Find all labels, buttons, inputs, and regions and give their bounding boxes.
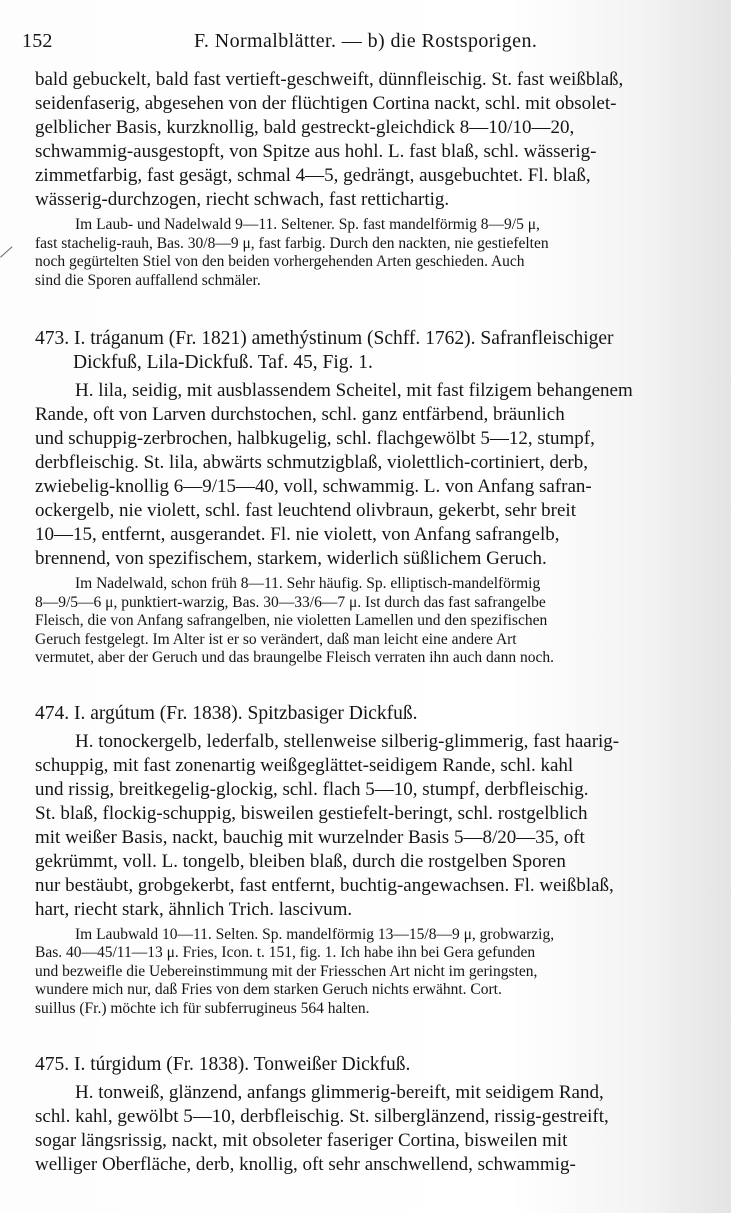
text-line: H. tonockergelb, lederfalb, stellenweise silberig-glimmerig, fast haarig- xyxy=(75,730,620,752)
text-line: Rande, oft von Larven durchstochen, schl. ganz entfärbend, bräunlich xyxy=(35,404,565,425)
text-line: hart, riecht stark, ähnlich Trich. lascivum. xyxy=(35,898,353,920)
text-line: und schuppig-zerbrochen, halbkugelig, schl. flachgewölbt 5—12, stumpf, xyxy=(35,428,595,449)
page-header xyxy=(22,30,712,60)
text-line: nur bestäubt, grobgekerbt, fast entfernt, buchtig-angewachsen. Fl. weißblaß, xyxy=(35,874,614,896)
text-line: und rissig, breitkegelig-glockig, schl. flach 5—10, stumpf, derbfleischig. xyxy=(35,778,589,800)
note-line: Geruch festgelegt. Im Alter ist er so verändert, daß man leicht eine andere Art xyxy=(35,630,517,648)
text-line: brennend, von spezifischem, starkem, widerlich süßlichem Geruch. xyxy=(35,548,547,569)
entry-title: I. túrgidum (Fr. 1838). Tonweißer Dickfuß. xyxy=(74,1054,411,1075)
entry-number: 475. xyxy=(35,1054,70,1075)
continuation-entry xyxy=(35,68,703,290)
species-entry-475 xyxy=(35,1053,703,1177)
note-line: und bezweifle die Uebereinstimmung mit der Friesschen Art nicht im geringsten, xyxy=(35,962,538,980)
text-line: 10—15, entfernt, ausgerandet. Fl. nie violett, von Anfang safrangelb, xyxy=(35,524,560,545)
entry-heading xyxy=(35,1053,703,1077)
species-entry-474 xyxy=(35,702,703,1019)
note-line: sind die Sporen auffallend schmäler. xyxy=(35,271,261,289)
running-head: F. Normalblätter. — b) die Rostsporigen. xyxy=(194,30,538,52)
entry-description xyxy=(35,730,703,922)
entry-heading xyxy=(35,327,703,375)
text-line: gelblicher Basis, kurzknollig, bald gestreckt-gleichdick 8—10/10—20, xyxy=(35,117,575,138)
text-line: schl. kahl, gewölbt 5—10, derbfleischig. St. silberglänzend, rissig-gestreift, xyxy=(35,1106,609,1127)
note-line: vermutet, aber der Geruch und das braungelbe Fleisch verraten ihn auch dann noch. xyxy=(35,649,555,666)
entry-description xyxy=(35,1081,703,1177)
text-line: gekrümmt, voll. L. tongelb, bleiben blaß, durch die rostgelben Sporen xyxy=(35,850,566,872)
note-line: noch gegürtelten Stiel von den beiden vorhergehenden Arten geschieden. Auch xyxy=(35,253,525,270)
continuation-description xyxy=(35,68,703,212)
note-line: Fleisch, die von Anfang safrangelben, nie violetten Lamellen und den spezifischen xyxy=(35,612,548,629)
text-line: zimmetfarbig, fast gesägt, schmal 4—5, gedrängt, ausgebuchtet. Fl. blaß, xyxy=(35,165,591,186)
note-line: Bas. 40—45/11—13 μ. Fries, Icon. t. 151, fig. 1. Ich habe ihn bei Gera gefunden xyxy=(35,944,536,961)
continuation-note xyxy=(35,216,703,290)
note-line: Im Laub- und Nadelwald 9—11. Seltener. Sp. fast mandelförmig 8—9/5 μ, xyxy=(75,216,540,233)
note-line: fast stachelig-rauh, Bas. 30/8—9 μ, fast farbig. Durch den nackten, nie gestiefelten xyxy=(35,234,549,252)
page-content xyxy=(35,68,703,1177)
species-entry-473 xyxy=(35,327,703,668)
pencil-check-mark xyxy=(0,246,22,268)
text-line: mit weißer Basis, nackt, bauchig mit wurzelnder Basis 5—8/20—35, oft xyxy=(35,826,585,848)
entry-title: I. tráganum (Fr. 1821) amethýstinum (Schff. 1762). Safranfleischiger xyxy=(74,328,614,349)
text-line: sogar längsrissig, nackt, mit obsoleter faseriger Cortina, bisweilen mit xyxy=(35,1130,568,1151)
text-line: schwammig-ausgestopft, von Spitze aus hohl. L. fast blaß, schl. wässerig- xyxy=(35,141,597,162)
text-line: ockergelb, nie violett, schl. fast leuchtend olivbraun, gekerbt, sehr breit xyxy=(35,500,576,521)
note-line: suillus (Fr.) möchte ich für subferrugineus 564 halten. xyxy=(35,999,370,1017)
text-line: zwiebelig-knollig 6—9/15—40, voll, schwammig. L. von Anfang safran- xyxy=(35,476,592,497)
entry-title: I. argútum (Fr. 1838). Spitzbasiger Dickfuß. xyxy=(74,702,418,724)
entry-note xyxy=(35,575,703,668)
page-number: 152 xyxy=(22,30,53,52)
text-line: H. lila, seidig, mit ausblassendem Scheitel, mit fast filzigem behangenem xyxy=(75,380,633,401)
entry-heading xyxy=(35,702,703,726)
text-line: welliger Oberfläche, derb, knollig, oft sehr anschwellend, schwammig- xyxy=(35,1154,576,1175)
text-line: schuppig, mit fast zonenartig weißgeglättet-seidigem Rande, schl. kahl xyxy=(35,754,574,776)
text-line: wässerig-durchzogen, riecht schwach, fast rettichartig. xyxy=(35,189,450,210)
text-line: H. tonweiß, glänzend, anfangs glimmerig-bereift, mit seidigem Rand, xyxy=(75,1082,604,1103)
entry-description xyxy=(35,379,703,571)
text-line: derbfleischig. St. lila, abwärts schmutzigblaß, violettlich-cortiniert, derb, xyxy=(35,452,588,473)
note-line: 8—9/5—6 μ, punktiert-warzig, Bas. 30—33/6—7 μ. Ist durch das fast safrangelbe xyxy=(35,593,546,611)
note-line: wundere mich nur, daß Fries von dem starken Geruch nichts erwähnt. Cort. xyxy=(35,981,502,998)
entry-note xyxy=(35,926,703,1019)
text-line: seidenfaserig, abgesehen von der flüchtigen Cortina nackt, schl. mit obsolet- xyxy=(35,93,617,114)
text-line: bald gebuckelt, bald fast vertieft-geschweift, dünnfleischig. St. fast weißblaß, xyxy=(35,69,624,90)
entry-number: 474. xyxy=(35,702,70,724)
note-line: Im Laubwald 10—11. Selten. Sp. mandelförmig 13—15/8—9 μ, grobwarzig, xyxy=(75,925,555,943)
note-line: Im Nadelwald, schon früh 8—11. Sehr häufig. Sp. elliptisch-mandelförmig xyxy=(75,575,541,592)
entry-number: 473. xyxy=(35,328,70,349)
entry-title-continued: Dickfuß, Lila-Dickfuß. Taf. 45, Fig. 1. xyxy=(73,352,373,373)
text-line: St. blaß, flockig-schuppig, bisweilen gestiefelt-beringt, schl. rostgelblich xyxy=(35,802,588,824)
